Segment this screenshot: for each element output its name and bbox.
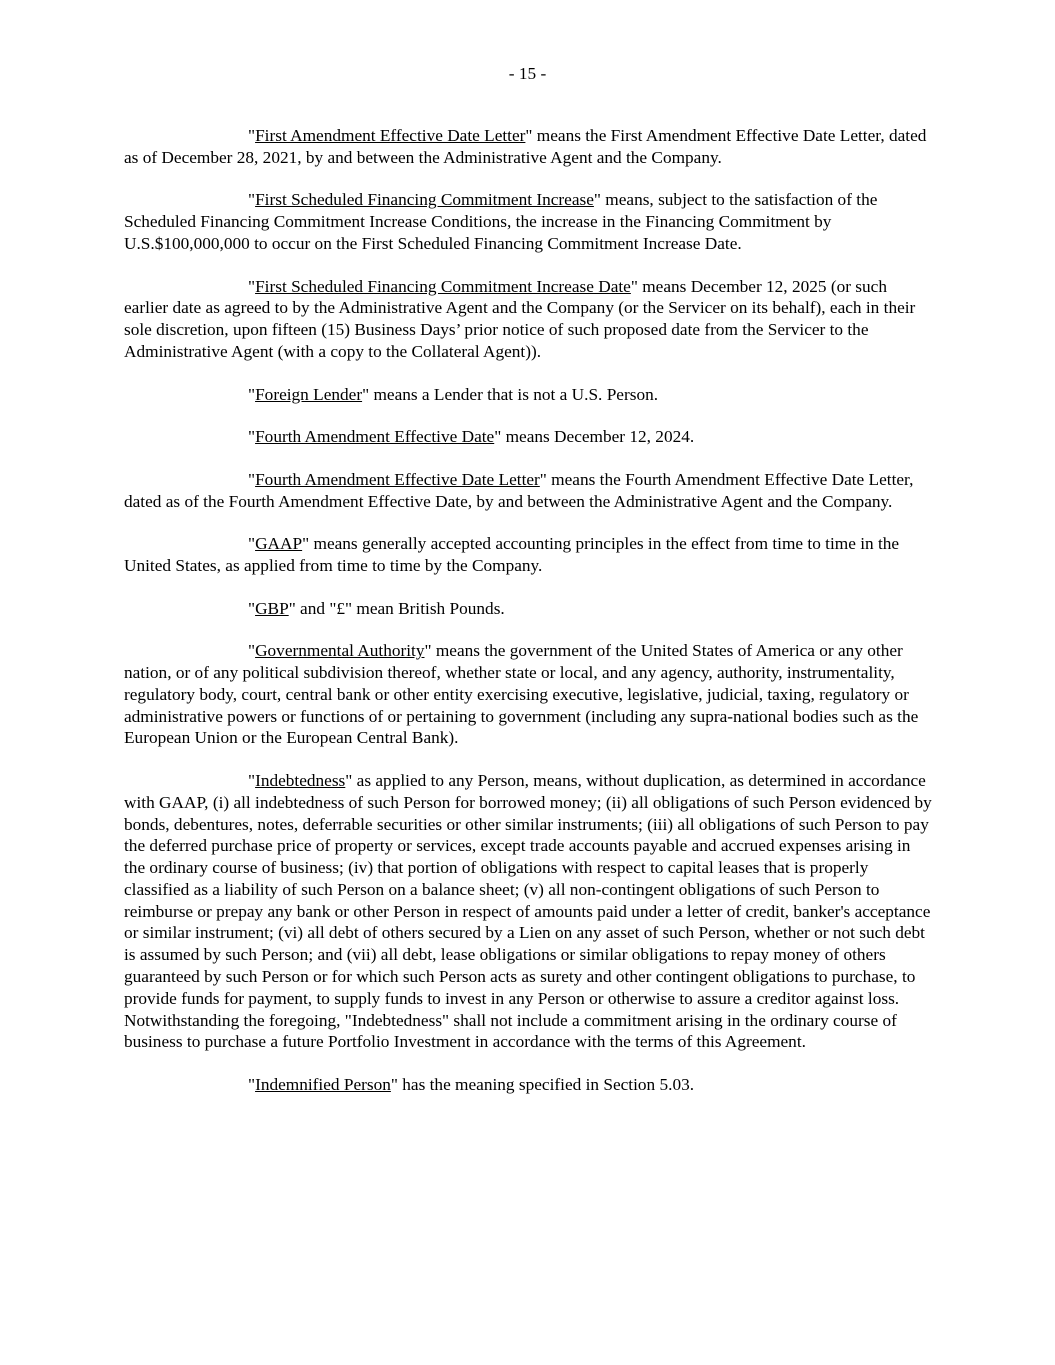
definition-text: " means December 12, 2025 (or such earlier date as agreed to by the Administrative Agent and the Company (or the Servicer on its behalf), each in their sole discretion, upon fifteen (15) Business Days’ prior notice of such proposed date from the Servicer to the Administrative Agent (with a copy to the Collateral Agent)). — [124, 276, 916, 361]
definition-text: " means the Fourth Amendment Effective Date Letter, dated as of the Fourth Amendment Effective Date, by and between the Administrative Agent and the Company. — [124, 469, 914, 511]
defined-term: Fourth Amendment Effective Date Letter — [255, 469, 540, 489]
definition-text: " means the First Amendment Effective Date Letter, dated as of December 28, 2021, by and between the Administrative Agent and the Company. — [124, 126, 927, 167]
defined-term: GBP — [255, 598, 289, 618]
defined-term: Indemnified Person — [255, 1075, 391, 1095]
definitions-body — [124, 125, 932, 1117]
definition-text: " means December 12, 2024. — [494, 427, 695, 447]
definition-paragraph: "Foreign Lender" means a Lender that is not a U.S. Person. — [248, 384, 659, 404]
defined-term: First Amendment Effective Date Letter — [255, 126, 526, 145]
definition-paragraph: "GAAP" means generally accepted accounting principles in the effect from time to time in the United States, as applied from time to time by the Company. — [124, 534, 900, 575]
defined-term: First Scheduled Financing Commitment Increase Date — [255, 276, 631, 296]
definition-paragraph: "GBP" and "£" mean British Pounds. — [248, 598, 505, 618]
definition-text: " and "£" mean British Pounds. — [288, 598, 505, 618]
definition-paragraph: "Indemnified Person" has the meaning specified in Section 5.03. — [248, 1075, 695, 1095]
definition-text: " means a Lender that is not a U.S. Person. — [362, 384, 659, 404]
definition-text: " means generally accepted accounting principles in the effect from time to time in the United States, as applied from time to time by the Company. — [124, 534, 900, 575]
defined-term: Indebtedness — [255, 770, 346, 790]
definition-paragraph: "Fourth Amendment Effective Date" means December 12, 2024. — [248, 427, 695, 447]
definition-text: " means, subject to the satisfaction of the Scheduled Financing Commitment Increase Conditions, the increase in the Financing Commitment by U.S.$100,000,000 to occur on the First Scheduled Financing Commitment Increase Date. — [124, 190, 878, 253]
defined-term: First Scheduled Financing Commitment Increase — [255, 190, 594, 210]
definition-text: " means the government of the United States of America or any other nation, or of any political subdivision thereof, whether state or local, and any agency, authority, instrumentality, regulatory body, court, central bank or other entity exercising executive, legislative, judicial, taxing, regulatory or administrative powers or functions of or pertaining to government (including any supra-national bodies such as the European Union or the European Central Bank). — [124, 641, 919, 748]
definition-text: " has the meaning specified in Section 5.03. — [390, 1075, 695, 1095]
page-number: - 15 - — [508, 64, 547, 83]
defined-term: Foreign Lender — [255, 384, 363, 404]
definition-text: " as applied to any Person, means, without duplication, as determined in accordance with GAAP, (i) all indebtedness of such Person for borrowed money; (ii) all obligations of such Person evidenced by bonds, debentures, notes, deferrable securities or other similar instruments; (iii) all obligations of such Person to pay the deferred purchase price of property or services, except trade accounts payable and accrued expenses arising in the ordinary course of business; (iv) that portion of obligations with respect to capital leases that is properly classified as a liability of such Person on a balance sheet; (v) all non-contingent obligations of such Person to reimburse or prepay any bank or other Person in respect of amounts paid under a letter of credit, banker's acceptance or similar instrument; (vi) all debt of others secured by a Lien on any asset of such Person, whether or not such debt is assumed by such Person; and (vii) all debt, lease obligations or similar obligations to repay money of others guaranteed by such Person or for which such Person acts as surety and other contingent obligations to purchase, to provide funds for payment, to supply funds to invest in any Person or otherwise to assure a creditor against loss. Notwithstanding the foregoing, "Indebtedness" shall not include a commitment arising in the ordinary course of business to purchase a future Portfolio Investment in accordance with the terms of this Agreement. — [124, 770, 932, 1052]
definition-paragraph: "Fourth Amendment Effective Date Letter" means the Fourth Amendment Effective Date Letter, dated as of the Fourth Amendment Effective Date, by and between the Administrative Agent and the Company. — [124, 469, 914, 511]
definition-paragraph: "Governmental Authority" means the government of the United States of America or any other nation, or of any political subdivision thereof, whether state or local, and any agency, authority, instrumentality, regulatory body, court, central bank or other entity exercising executive, legislative, judicial, taxing, regulatory or administrative powers or functions of or pertaining to government (including any supra-national bodies such as the European Union or the European Central Bank). — [124, 641, 919, 748]
defined-term: Governmental Authority — [255, 641, 425, 661]
defined-term: Fourth Amendment Effective Date — [255, 427, 495, 447]
definition-paragraph: "First Scheduled Financing Commitment Increase Date" means December 12, 2025 (or such earlier date as agreed to by the Administrative Agent and the Company (or the Servicer on its behalf), each in their sole discretion, upon fifteen (15) Business Days’ prior notice of such proposed date from the Servicer to the Administrative Agent (with a copy to the Collateral Agent)). — [124, 276, 916, 361]
definition-paragraph: "First Amendment Effective Date Letter" means the First Amendment Effective Date Letter, dated as of December 28, 2021, by and between the Administrative Agent and the Company. — [124, 126, 927, 167]
definition-paragraph: "First Scheduled Financing Commitment Increase" means, subject to the satisfaction of the Scheduled Financing Commitment Increase Conditions, the increase in the Financing Commitment by U.S.$100,000,000 to occur on the First Scheduled Financing Commitment Increase Date. — [124, 190, 878, 253]
defined-term: GAAP — [255, 534, 303, 554]
definition-paragraph: "Indebtedness" as applied to any Person, means, without duplication, as determined in accordance with GAAP, (i) all indebtedness of such Person for borrowed money; (ii) all obligations of such Person evidenced by bonds, debentures, notes, deferrable securities or other similar instruments; (iii) all obligations of such Person to pay the deferred purchase price of property or services, except trade accounts payable and accrued expenses arising in the ordinary course of business; (iv) that portion of obligations with respect to capital leases that is properly classified as a liability of such Person on a balance sheet; (v) all non-contingent obligations of such Person to reimburse or prepay any bank or other Person in respect of amounts paid under a letter of credit, banker's acceptance or similar instrument; (vi) all debt of others secured by a Lien on any asset of such Person, whether or not such debt is assumed by such Person; and (vii) all debt, lease obligations or similar obligations to repay money of others guaranteed by such Person or for which such Person acts as surety and other contingent obligations to purchase, to provide funds for payment, to supply funds to invest in any Person or otherwise to assure a creditor against loss. Notwithstanding the foregoing, "Indebtedness" shall not include a commitment arising in the ordinary course of business to purchase a future Portfolio Investment in accordance with the terms of this Agreement. — [124, 770, 932, 1052]
